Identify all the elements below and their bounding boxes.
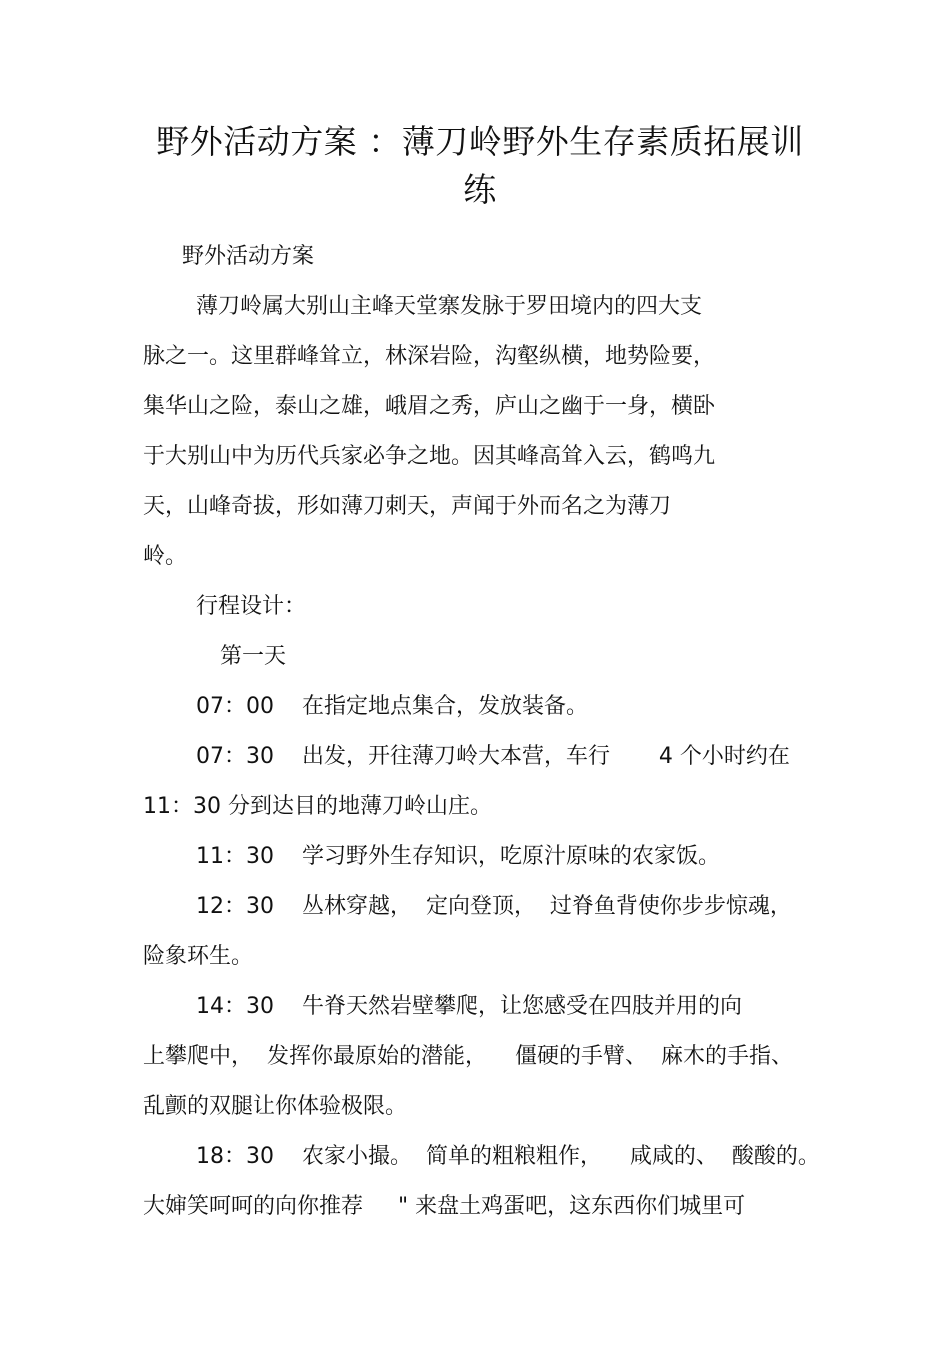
title-line-2: 练 (463, 170, 497, 209)
title-line-1: 野外活动方案 ：薄刀岭野外生存素质拓展训 (156, 122, 804, 161)
paragraph-line: 岭。 (143, 544, 188, 569)
paragraph-line: 集华山之险，泰山之雄，峨眉之秀，庐山之幽于一身，横卧 (143, 394, 716, 419)
schedule-line: 07：30 出发，开往薄刀岭大本营，车行 4 个小时约在 (196, 744, 790, 769)
document-title (140, 118, 820, 214)
schedule-line: 上攀爬中， 发挥你最原始的潜能， 僵硬的手臂、 麻木的手指、 (143, 1044, 793, 1069)
paragraph-line: 薄刀岭属大别山主峰天堂寨发脉于罗田境内的四大支 (196, 294, 703, 319)
paragraph-line: 于大别山中为历代兵家必争之地。因其峰高耸入云，鹤鸣九 (143, 444, 716, 469)
paragraph-line: 天，山峰奇拔，形如薄刀刺天，声闻于外而名之为薄刀 (143, 494, 672, 519)
schedule-line: 07：00 在指定地点集合，发放装备。 (196, 694, 588, 719)
schedule-line: 14：30 牛脊天然岩壁攀爬，让您感受在四肢并用的向 (196, 994, 742, 1019)
schedule-line: 18：30 农家小撮。 简单的粗粮粗作， 咸咸的、 酸酸的。 (196, 1144, 820, 1169)
itinerary-heading: 行程设计： (196, 594, 307, 619)
section-heading: 野外活动方案 (182, 244, 315, 269)
day-heading: 第一天 (220, 644, 287, 669)
schedule-line: 12：30 丛林穿越， 定向登顶， 过脊鱼背使你步步惊魂， (196, 894, 792, 919)
schedule-line: 大婶笑呵呵的向你推荐 " 来盘土鸡蛋吧，这东西你们城里可 (143, 1194, 746, 1219)
schedule-line: 险象环生。 (143, 944, 254, 969)
schedule-line: 11：30 学习野外生存知识，吃原汁原味的农家饭。 (196, 844, 720, 869)
schedule-line: 乱颤的双腿让你体验极限。 (143, 1094, 408, 1119)
paragraph-line: 脉之一。这里群峰耸立，林深岩险，沟壑纵横，地势险要， (143, 344, 716, 369)
schedule-line: 11：30 分到达目的地薄刀岭山庄。 (143, 794, 492, 819)
